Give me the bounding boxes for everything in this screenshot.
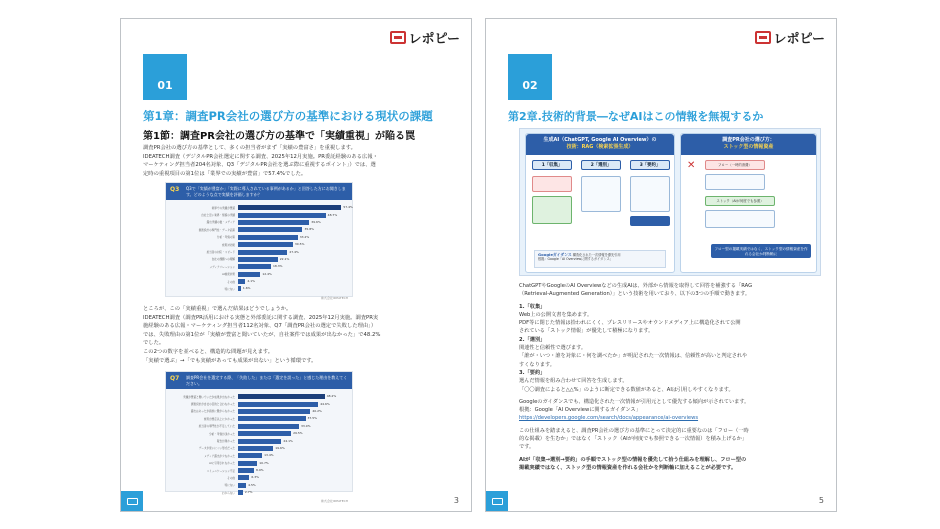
bar (238, 483, 246, 488)
bar-value-label: 24.1% (283, 438, 293, 443)
bar-row (172, 415, 346, 422)
bar-row (172, 408, 346, 415)
chart-header (166, 183, 352, 200)
page-nav-button[interactable] (121, 491, 143, 511)
bar-value-label: 39.6% (311, 219, 321, 224)
bar-row (172, 256, 346, 263)
bar-label: わからない (222, 491, 235, 495)
bar-track (238, 416, 346, 421)
bar (238, 264, 271, 269)
chapter-badge: 02 (508, 54, 552, 100)
bar-value-label: 30.5% (294, 242, 305, 247)
bar-row (172, 204, 353, 211)
bar (238, 257, 278, 262)
bar (238, 213, 326, 218)
text-line: 1.「収集」 (519, 303, 546, 310)
bar-track (238, 461, 346, 466)
text-line: です。 (519, 444, 535, 451)
chapter-title: 第1章：調査PR会社の選び方の基準における現状の課題 (143, 109, 433, 123)
flow-detail (705, 174, 765, 190)
page-icon (127, 498, 138, 505)
bar-row (172, 285, 346, 292)
text-line: されている「ストック情報」が優先して積極になります。 (519, 328, 654, 335)
bar-label: その他 (227, 280, 235, 284)
bar-label: 露出実績の数・メディア (206, 221, 235, 225)
bar (238, 453, 262, 458)
guidance-text: 構造化された一次情報を優先引用 (572, 253, 621, 257)
bar-row (172, 248, 346, 255)
bar-track (238, 220, 346, 225)
guidance-title: Googleガイダンス (538, 252, 572, 257)
text-line: 定時の重視項目の第1位は「業界での実績が豊富」で57.4%でした。 (143, 170, 307, 177)
judgement-note: フロー型の掲載実績ではなく、ストック型の情報資産を作れる会社か判断軸に (711, 244, 811, 258)
brand-text: レポピー (773, 32, 825, 47)
section-title: 第1節：調査PR会社の選び方の基準で「実績重視」が陥る罠 (143, 131, 415, 142)
bar-track (238, 264, 346, 269)
bar-value-label: 6.3% (251, 475, 259, 480)
bar-track (238, 205, 353, 210)
bar-label: 業界での実績が豊富 (211, 206, 235, 210)
bar-track (238, 250, 346, 255)
bar-value-label: 48.7% (327, 212, 338, 217)
bar-label: 実績が豊富と聞いていたが成果が出なかった (183, 395, 235, 399)
bar-value-label: 2.7% (244, 490, 253, 495)
bar (238, 475, 249, 480)
survey-chart-q3 (165, 182, 353, 300)
bar-value-label: 33.9% (301, 423, 311, 428)
bar-label: 特にない (224, 484, 235, 488)
cross-icon: ✕ (687, 160, 696, 171)
bar-row (172, 263, 346, 270)
rag-infographic (519, 128, 821, 276)
text-line: https://developers.google.com/search/docs/appearance/ai-overviews (519, 415, 699, 422)
bar-row (172, 278, 346, 285)
bar-list (166, 200, 352, 295)
bar-label: 自社の課題への理解 (211, 258, 235, 262)
brand-text: レポピー (408, 32, 460, 47)
stock-detail (705, 210, 775, 228)
bar-row (172, 467, 346, 474)
text-line: IDEATECH調査（調査PR活用における実態と外部委託に関する調査、2025年12月実施。調査PR実 (143, 314, 379, 321)
bar-track (238, 468, 346, 473)
bar-value-label: 22.1% (279, 256, 290, 261)
bar-value-label: 8.9% (256, 468, 264, 473)
bar-track (238, 242, 346, 247)
text-line: 的な掲載）を生むか」ではなく「ストック（AIが何度でも参照できる一次情報）を積み上げるか」 (519, 436, 747, 443)
chart-question-number: Q3 (170, 186, 180, 193)
panel-subtitle: 技術：RAG（検索拡張生成） (566, 144, 634, 150)
bar-row (172, 474, 346, 481)
text-line: 「誰が・いつ・誰を対象に・何を調べたか」が明記された一次情報は、信頼性が高いと判定されや (519, 353, 748, 360)
bar-value-label: 4.5% (248, 482, 256, 487)
chart-source: 株式会社IDEATECH (321, 295, 348, 300)
chapter-title: 第2章.技術的背景―なぜAIはこの情報を無視するか (508, 110, 764, 123)
bar-row (172, 211, 346, 218)
bar-row (172, 271, 346, 278)
text-line: IDEATECH調査（デジタルPR会社選定に関する調査、2025年12月実施。PR委託経験のある広報・ (143, 153, 378, 160)
chart-header (166, 372, 352, 389)
bar-value-label: 19.6% (275, 445, 285, 450)
bar (238, 409, 310, 414)
bar-track (238, 279, 346, 284)
text-line: AIが「収集→選別→要約」の手順でストック型の情報を優先して拾う仕組みを理解し、フロー型の (519, 456, 747, 463)
bar-value-label: 12.4% (262, 271, 272, 276)
bar-label: コミュニケーション不足 (206, 469, 235, 473)
bar (238, 402, 318, 407)
text-line: Googleのガイダンスでも、構造化された一次情報が引用元として優先する傾向が示されています。 (519, 398, 750, 405)
page-nav-button[interactable] (486, 491, 508, 511)
bar-label: 分析・考察の質 (216, 236, 235, 240)
bar-track (238, 446, 346, 451)
text-line: Web上の公開文書を集めます。 (519, 311, 593, 318)
bar-row (172, 437, 346, 444)
bar-value-label: 1.6% (242, 286, 251, 291)
bar (238, 272, 260, 277)
bar-value-label: 18.3% (272, 264, 283, 269)
text-line: でした。 (143, 340, 165, 347)
bar-row (172, 226, 346, 233)
step-select: 2「選別」 (581, 160, 621, 170)
bar-list (166, 389, 352, 498)
text-line: ChatGPTやGoogleのAI Overviewなどの生成AIは、外部から情報を取得して回答を補強する「RAG (519, 283, 753, 289)
bar-row (172, 482, 346, 489)
intro-paragraph (143, 144, 457, 178)
text-line: 関連性と信頼性で選びます。 (519, 345, 587, 352)
bar-label: 調査設計が自社の目的と合わなかった (190, 403, 235, 407)
bar (238, 394, 325, 399)
text-line: 「実績で選ぶ」→「でも実績があっても成果が出ない」という循環です。 (143, 357, 317, 364)
bar-row (172, 452, 346, 459)
text-line: 根拠：Google「AI Overviewに関するガイダンス」 (519, 407, 641, 414)
bar-label: データが使いにくい形式だった (198, 447, 235, 451)
bar-label: その他 (227, 476, 235, 480)
panel-subtitle: ストック型の情報資産 (723, 144, 774, 150)
text-line: 掲載実績ではなく、ストック型の情報資産を作れる会社かを判断軸に加えることが必要です。 (519, 464, 737, 471)
bar-value-label: 44.6% (320, 401, 330, 406)
bar-value-label: 4.1% (247, 279, 255, 284)
bar-value-label: 40.2% (312, 408, 322, 413)
bar-value-label: 29.5% (293, 431, 303, 436)
text-line: マーケティング担当者204名対象、Q3「デジタルPR会社を選ぶ際に重視するポイント」）では、選 (143, 162, 376, 169)
panel-title: 調査PR会社の選び方： (722, 137, 775, 143)
bar-row (172, 400, 346, 407)
bar (238, 242, 293, 247)
text-line: 調査PR会社の選び方の基準として、多くの担当者がまず「実績の豊富さ」を重視します。 (143, 145, 356, 151)
flow-label: フロー（一時的消費） (705, 160, 765, 170)
bar-row (172, 241, 346, 248)
bar-value-label: 27.4% (289, 249, 299, 254)
bar-value-label: 57.4% (343, 205, 353, 210)
panel-title: 生成AI（ChatGPT, Google AI Overview）の (543, 137, 657, 143)
bar-label: 分析・考察が浅かった (209, 432, 235, 436)
bar-track (238, 235, 346, 240)
text-line: 3.「要約」 (519, 369, 546, 376)
text-line: では、失敗理由の第1位が「実績が豊富と聞いていたが、自社案件では成果が出なかった」で48.2% (143, 331, 381, 338)
bar-row (172, 219, 346, 226)
text-line: 選んだ情報を組み合わせて回答を生成します。 (519, 378, 628, 385)
chart-question: 調査PR会社を選定する際、「失敗した」または「選定を誤った」と感じた理由を教えてください。 (186, 375, 348, 386)
text-line: ところが、この「実績重視」で選んだ結果はどうでしょうか。 (143, 306, 292, 312)
bar (238, 416, 306, 421)
guidance-ref: 根拠：Google「AI Overviewに関するガイダンス」 (538, 257, 613, 262)
page-footer (486, 491, 836, 511)
bar-label: 調査設計の専門性・データ品質 (198, 228, 235, 232)
document-page-3 (120, 18, 472, 512)
bar-track (238, 213, 346, 218)
text-line: 「〇〇調査によると△△%」のように断定できる数値があると、AIは引用しやすくなります。 (519, 386, 734, 393)
bar-row (172, 393, 346, 400)
bar (238, 431, 291, 436)
bar-track (238, 286, 346, 291)
rag-panel (525, 133, 675, 273)
text-line: 2.「選別」 (519, 336, 546, 343)
bar-track (238, 483, 346, 488)
document-page-5 (485, 18, 837, 512)
middle-paragraph (143, 305, 457, 365)
survey-chart-q7 (165, 371, 353, 504)
step-summarize: 3「要約」 (630, 160, 670, 170)
text-line: この仕組みを踏まえると、調査PR会社の選び方の基準にとって決定的に重要なのは「フロー（一時 (519, 427, 749, 434)
chart-question-number: Q7 (170, 375, 180, 382)
page-number: 3 (453, 496, 459, 505)
closed-info-box (532, 176, 572, 192)
brand-logo-icon (755, 31, 771, 44)
bar-label: 報告が遅かった (216, 440, 235, 444)
bar-track (238, 394, 346, 399)
bar-label: AI検索対策 (222, 273, 235, 277)
bar (238, 439, 281, 444)
bar-track (238, 439, 346, 444)
bar-row (172, 430, 346, 437)
bar-label: 費用対効果 (222, 243, 235, 247)
stock-panel (680, 133, 817, 273)
bar (238, 205, 341, 210)
bar-row (172, 423, 346, 430)
bar-label: 費用が想定以上にかかった (203, 417, 235, 421)
stock-panel-header (681, 134, 816, 155)
rag-panel-header (526, 134, 674, 155)
chart-question: Q3で「実績が豊富か」「実際に導入されている事例があるか」と回答した方にお聞きします。どのような点で実績を評価しますか？ (186, 186, 346, 197)
brand-logo (755, 28, 825, 47)
bar-label: 特にない (224, 287, 235, 291)
bar-value-label: 48.2% (326, 394, 337, 399)
bar-track (238, 431, 346, 436)
bar-label: 自社と近い業界・規模の実績 (201, 214, 235, 218)
page-footer (121, 491, 471, 511)
brand-logo (390, 28, 460, 47)
answer-box (630, 176, 670, 212)
bar-track (238, 409, 346, 414)
bar-track (238, 272, 346, 277)
bar (238, 279, 245, 284)
bar-label: 露出はあったが商談に繋がらなかった (190, 410, 235, 414)
bar (238, 468, 254, 473)
stock-label: ストック（AIが何度でも参照） (705, 196, 775, 206)
text-line: （Retrieval-Augmented Generation）」という技術を用いており、以下の3つの手順で動きます。 (519, 291, 751, 298)
bar (238, 220, 309, 225)
primary-info-box (581, 176, 621, 212)
bar-track (238, 227, 346, 232)
ai-cite-box (630, 216, 670, 226)
bar-value-label: 10.7% (259, 460, 269, 465)
bar-track (238, 257, 346, 262)
bar-value-label: 33.2% (299, 234, 310, 239)
bar-label: 担当者の専門性が不足していた (198, 425, 235, 429)
bar (238, 446, 273, 451)
bar (238, 424, 299, 429)
bar (238, 461, 257, 466)
bar (238, 235, 298, 240)
bar (238, 250, 287, 255)
bar-value-label: 13.4% (264, 453, 274, 458)
page-icon (492, 498, 503, 505)
bar-track (238, 424, 346, 429)
text-line: PDF等に閉じた情報は拾われにくく、プレスリリースやオウンドメディア上に構造化されて公開 (519, 320, 741, 327)
bar (238, 227, 302, 232)
text-line: この2つの数字を並べると、構造的な問題が見えます。 (143, 348, 274, 355)
bar-track (238, 453, 346, 458)
step-collect: 1「収集」 (532, 160, 572, 170)
text-line: すくなります。 (519, 361, 555, 368)
page-number: 5 (818, 496, 824, 505)
google-guidance-box (534, 250, 666, 268)
bar-row (172, 445, 346, 452)
bar-value-label: 35.8% (304, 227, 314, 232)
chart-source: 株式会社IDEATECH (321, 499, 348, 504)
bar-row (172, 234, 346, 241)
bar (238, 286, 241, 291)
bar-track (238, 402, 346, 407)
body-text (519, 282, 826, 472)
text-line: 施経験のある広報・マーケティング担当者112名対象、Q7「調査PR会社の選定で失敗した理由」） (143, 323, 377, 330)
chapter-badge: 01 (143, 54, 187, 100)
bar-label: メディア露出が少なかった (204, 454, 235, 458)
brand-logo-icon (390, 31, 406, 44)
stock-info-box (532, 196, 572, 224)
bar-label: 担当者の対応・スピード (206, 251, 235, 255)
bar-label: メディアリレーション (209, 265, 235, 269)
bar-track (238, 475, 346, 480)
bar-row (172, 460, 346, 467)
bar-label: AIに引用されなかった (209, 462, 235, 466)
bar-value-label: 37.5% (307, 416, 318, 421)
